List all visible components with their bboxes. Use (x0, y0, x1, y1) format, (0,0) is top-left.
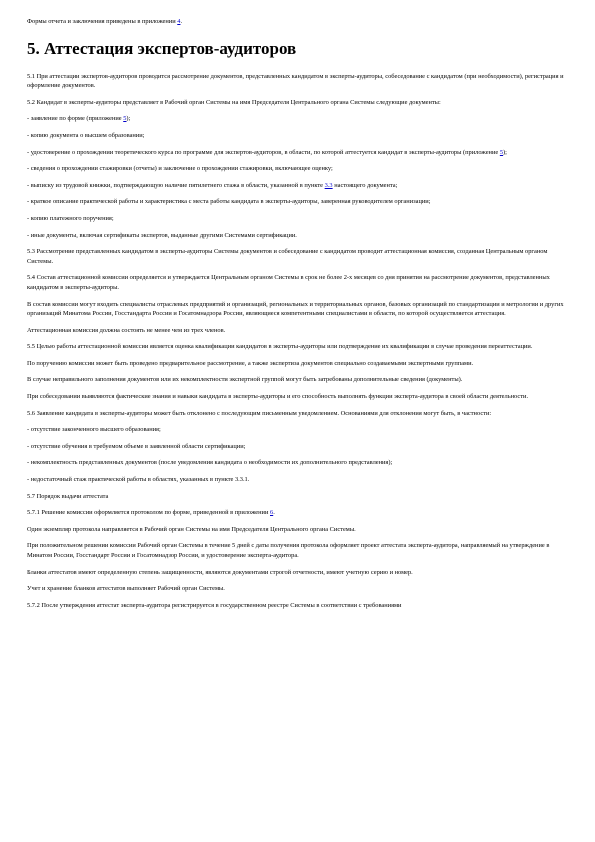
paragraph (27, 181, 568, 191)
paragraph (27, 492, 568, 502)
paragraph-text: 5.3 Рассмотрение представленных кандидатом в эксперты-аудиторы Системы документов и собеседование с кандидатом проводит аттестационная комиссия, созданная Центральным органом Системы. (27, 248, 548, 265)
paragraph (27, 114, 568, 124)
paragraph-text-end: ); (503, 148, 507, 156)
paragraph (27, 409, 568, 419)
paragraph-text: 5.7.2 После утверждения аттестат эксперта-аудитора регистрируется в государственном реестре Системы в соответствии с требованиями (27, 601, 402, 609)
paragraph (27, 525, 568, 535)
paragraph-text: - краткое описание практической работы и характеристика с места работы кандидата в эксперты-аудиторы, заверенная руководителем организации; (27, 198, 431, 206)
paragraph (27, 148, 568, 158)
paragraph-text: - недостаточный стаж практической работы в областях, указанных в пункте 3.3.1. (27, 476, 250, 484)
paragraph (27, 231, 568, 241)
paragraph-text: Аттестационная комиссия должна состоять не менее чем из трех членов. (27, 326, 226, 334)
paragraph (27, 300, 568, 319)
paragraph (27, 508, 568, 518)
paragraph (27, 541, 568, 560)
appendix-4-link[interactable]: 4 (177, 18, 181, 25)
intro-text: Формы отчета и заключения приведены в приложении (27, 18, 178, 25)
paragraph-text: 5.4 Состав аттестационной комиссии определяется и утверждается Центральным органом Системы в срок не более 2-х месяцев со дня принятия на рассмотрение документов, представленных кандидатом в эксперты-аудиторы. (27, 274, 550, 291)
cross-reference-link[interactable]: 3.3 (324, 181, 333, 189)
paragraph (27, 164, 568, 174)
paragraph-text: - некомплектность представленных документов (после уведомления кандидата о необходимости их дополнительного представления); (27, 459, 393, 467)
paragraph-text: - копию документа о высшем образовании; (27, 131, 145, 139)
paragraph-text: Один экземпляр протокола направляется в Рабочий орган Системы на имя Председателя Центрального органа Системы. (27, 525, 356, 533)
paragraph-text-end: . (273, 509, 275, 517)
paragraph-text: - иные документы, включая сертификаты экспертов, выданные другими Системами сертификации. (27, 231, 297, 239)
intro-line (27, 17, 568, 27)
paragraph (27, 475, 568, 485)
paragraph-text: По поручению комиссии может быть проведено предварительное рассмотрение, а также экспертиза документов специально создаваемыми экспертными группами. (27, 359, 474, 367)
paragraph-text: - удостоверение о прохождении теоретического курса по программе для экспертов-аудиторов, в области, по которой аттестуется кандидат в эксперты-аудиторы (приложение (27, 148, 500, 156)
paragraph-text-end: настоящего документа; (332, 181, 398, 189)
paragraph (27, 98, 568, 108)
paragraph-text: Учет и хранение бланков аттестатов выполняет Рабочий орган Системы. (27, 585, 225, 593)
paragraph (27, 458, 568, 468)
paragraph (27, 601, 568, 611)
paragraph (27, 214, 568, 224)
paragraph-text-end: ); (126, 115, 131, 123)
paragraph-text: 5.1 При аттестации экспертов-аудиторов проводится рассмотрение документов, представленных кандидатом в эксперты-аудиторы, собеседование с кандидатом (при необходимости), регистрация и оформление документов. (27, 72, 564, 90)
paragraph (27, 442, 568, 452)
paragraph (27, 273, 568, 292)
paragraph-text: 5.7 Порядок выдачи аттестата (27, 492, 109, 500)
paragraph (27, 375, 568, 385)
paragraph-text: В случае неправильного заполнения документов или их некомплектности экспертной группой могут быть затребованы дополнительные сведения (документы). (27, 376, 463, 384)
intro-text-end: . (180, 18, 183, 25)
paragraph (27, 392, 568, 402)
paragraph (27, 197, 568, 207)
paragraph (27, 568, 568, 578)
section-body (27, 72, 568, 611)
paragraph-text: При положительном решении комиссии Рабочий орган Системы в течение 5 дней с даты получения протокола оформляет проект аттестата эксперта-аудитора, направляемый на утверждение в Минатом России, Госстандарт России и Госатомнадзор России, и удостоверение эксперта-аудитора. (27, 542, 550, 559)
section-heading: 5. Аттестация экспертов-аудиторов (27, 38, 297, 58)
paragraph-text: В состав комиссии могут входить специалисты отраслевых предприятий и организаций, региональных и территориальных органов, базовых организаций по стандартизации и метрологии и других организаций Минатома России, Госстандарта России и Госатомнадзора России, являющиеся компетентными специалистами в области, по которой осуществляется аттестация. (27, 300, 564, 318)
paragraph-text: Бланки аттестатов имеют определенную степень защищенности, являются документами строгой отчетности, имеют учетную серию и номер. (27, 568, 413, 576)
paragraph-text: - сведения о прохождении стажировки (отчеты) и заключение о прохождении стажировки, включающее оценку; (27, 165, 333, 173)
cross-reference-link[interactable]: 5 (123, 115, 127, 123)
paragraph-text: 5.6 Заявление кандидата в эксперты-аудиторы может быть отклонено с последующим письменным уведомлением. Основаниями для отклонения могут быть, в частности: (27, 409, 492, 417)
paragraph-text: - выписку из трудовой книжки, подтверждающую наличие пятилетнего стажа в области, указанной в пункте (27, 181, 325, 189)
paragraph (27, 584, 568, 594)
paragraph-text: - копию платежного поручения; (27, 214, 114, 222)
paragraph (27, 131, 568, 141)
cross-reference-link[interactable]: 6 (270, 509, 274, 517)
paragraph-text: - отсутствие обучения в требуемом объеме в заявленной области сертификации; (27, 442, 246, 450)
paragraph (27, 72, 568, 91)
paragraph (27, 359, 568, 369)
paragraph-text: 5.5 Целью работы аттестационной комиссии является оценка квалификации кандидатов в эксперты-аудиторы или подтверждение их квалификации в случае проведения переаттестации. (27, 343, 533, 351)
paragraph (27, 247, 568, 266)
paragraph-text: - отсутствие законченного высшего образования; (27, 426, 161, 434)
paragraph-text: - заявление по форме (приложение (27, 115, 124, 123)
paragraph (27, 326, 568, 336)
paragraph (27, 425, 568, 435)
paragraph-text: 5.2 Кандидат в эксперты-аудиторы представляет в Рабочий орган Системы на имя Председателя Центрального органа Системы следующие документы: (27, 98, 441, 106)
paragraph (27, 342, 568, 352)
paragraph-text: При собеседовании выявляются фактические знания и навыки кандидата в эксперты-аудиторы и его способность выполнять функции эксперта-аудитора в своей области деятельности. (27, 393, 529, 401)
paragraph-text: 5.7.1 Решение комиссии оформляется протоколом по форме, приведенной в приложении (27, 509, 270, 517)
cross-reference-link[interactable]: 5 (499, 148, 504, 156)
